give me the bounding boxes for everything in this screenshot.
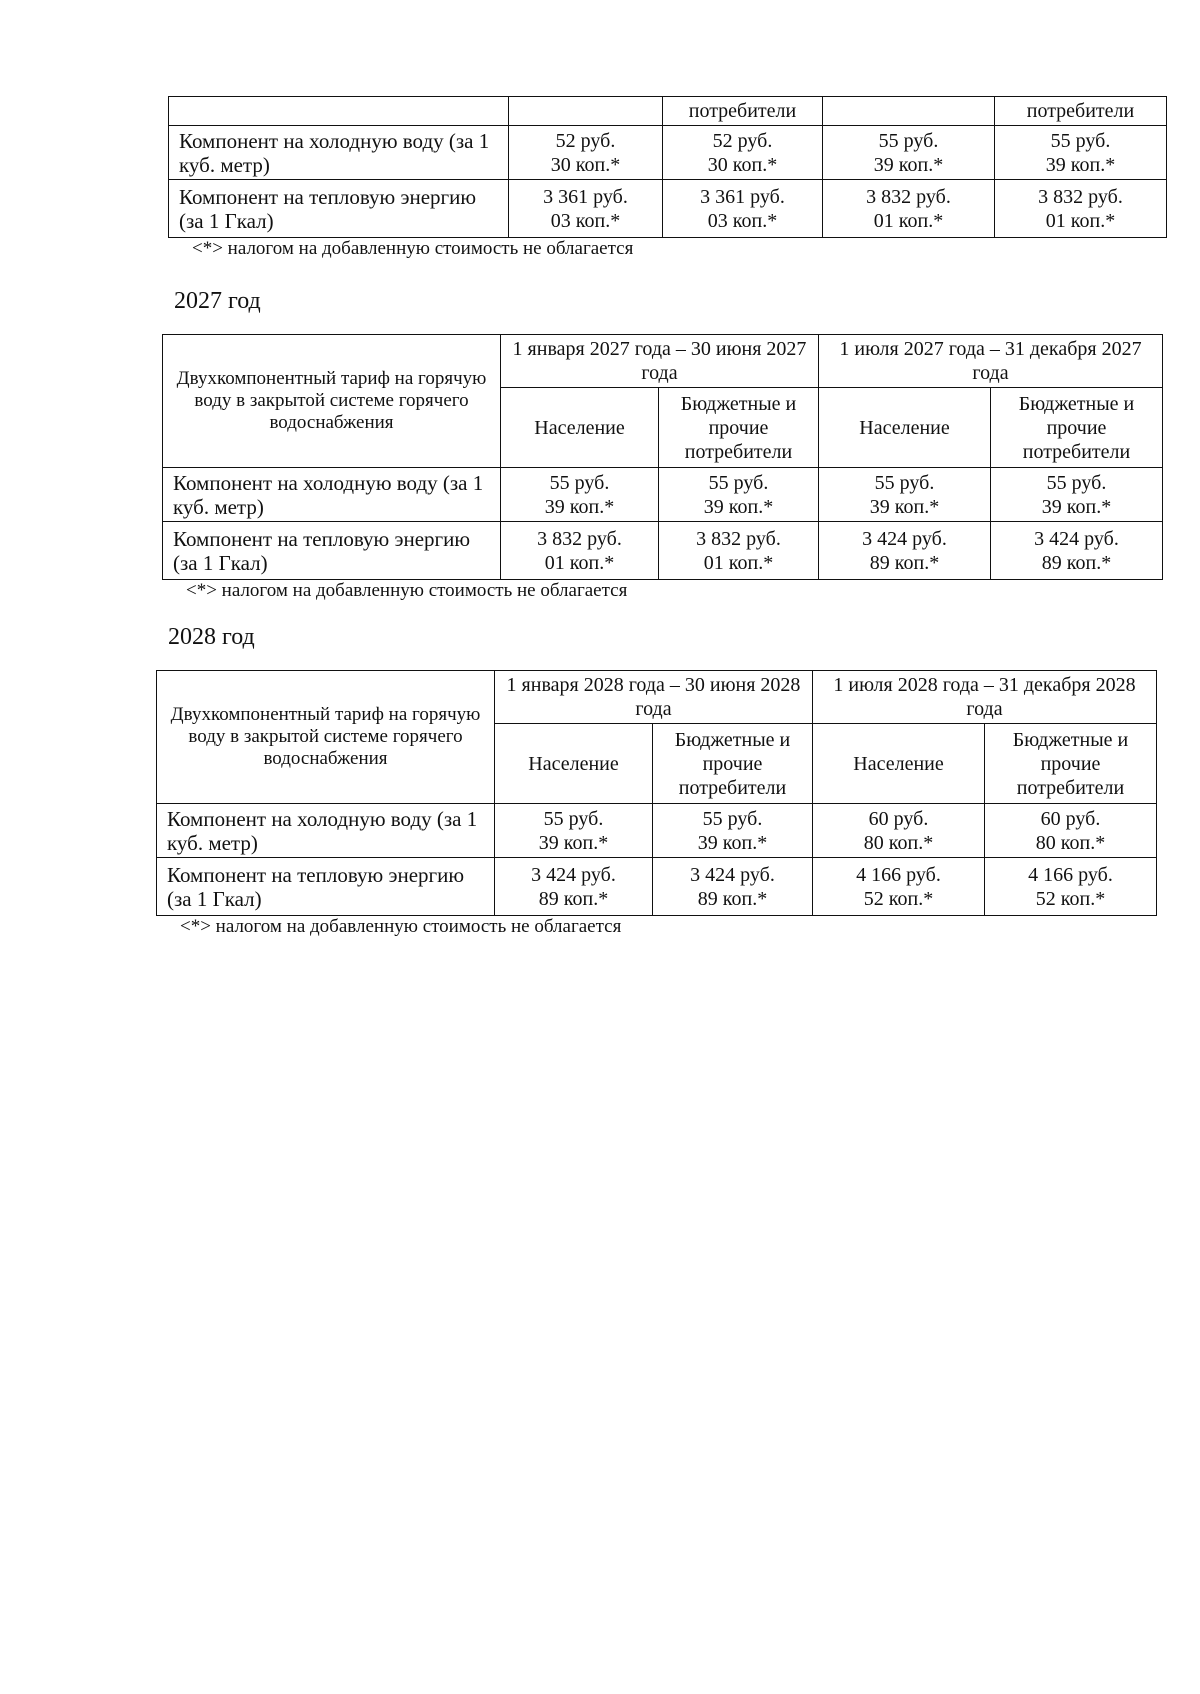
header-cell: потребители (663, 97, 823, 126)
tariff-table (156, 670, 1157, 916)
table-cell: 52 руб. 30 коп.* (509, 126, 663, 180)
population-header: Население (819, 388, 991, 468)
table-row (157, 804, 1157, 858)
tariff-table-2028 (156, 670, 1157, 938)
table-cell: 3 832 руб. 01 коп.* (995, 180, 1167, 238)
budget-header: Бюджетные и прочие потребители (659, 388, 819, 468)
table-row (169, 180, 1167, 238)
table-cell: 52 руб. 30 коп.* (663, 126, 823, 180)
header-cell (169, 97, 509, 126)
table-row (163, 522, 1163, 580)
table-cell: 4 166 руб. 52 коп.* (813, 858, 985, 916)
tariff-table-continuation (168, 96, 1167, 260)
table-cell: 3 424 руб. 89 коп.* (653, 858, 813, 916)
row-label: Компонент на холодную воду (за 1 куб. метр) (169, 126, 509, 180)
table-cell: 4 166 руб. 52 коп.* (985, 858, 1157, 916)
year-title-2028: 2028 год (168, 624, 255, 650)
table-cell: 3 424 руб. 89 коп.* (819, 522, 991, 580)
table-cell: 60 руб. 80 коп.* (985, 804, 1157, 858)
row-label: Компонент на холодную воду (за 1 куб. метр) (157, 804, 495, 858)
header-cell: потребители (995, 97, 1167, 126)
table-cell: 3 361 руб. 03 коп.* (663, 180, 823, 238)
table-row (157, 858, 1157, 916)
period-header: 1 июля 2028 года – 31 декабря 2028 года (813, 671, 1157, 724)
table-cell: 55 руб. 39 коп.* (995, 126, 1167, 180)
table-row (163, 468, 1163, 522)
row-label: Компонент на тепловую энергию (за 1 Гкал) (163, 522, 501, 580)
population-header: Население (501, 388, 659, 468)
tariff-table-2027 (162, 334, 1163, 602)
table-cell: 55 руб. 39 коп.* (819, 468, 991, 522)
table-cell: 55 руб. 39 коп.* (991, 468, 1163, 522)
table-row (169, 126, 1167, 180)
table-cell: 55 руб. 39 коп.* (501, 468, 659, 522)
year-title-2027: 2027 год (174, 288, 261, 314)
period-header: 1 января 2027 года – 30 июня 2027 года (501, 335, 819, 388)
table-cell: 3 832 руб. 01 коп.* (501, 522, 659, 580)
table-cell: 3 832 руб. 01 коп.* (659, 522, 819, 580)
table-cell: 55 руб. 39 коп.* (659, 468, 819, 522)
tariff-type-header: Двухкомпонентный тариф на горячую воду в закрытой системе горячего водоснабжения (157, 671, 495, 804)
header-cell (509, 97, 663, 126)
period-header: 1 июля 2027 года – 31 декабря 2027 года (819, 335, 1163, 388)
population-header: Население (813, 724, 985, 804)
table-cell: 3 361 руб. 03 коп.* (509, 180, 663, 238)
table-cell: 55 руб. 39 коп.* (653, 804, 813, 858)
table-header-row (163, 335, 1163, 388)
table-cell: 55 руб. 39 коп.* (823, 126, 995, 180)
table-cell: 3 832 руб. 01 коп.* (823, 180, 995, 238)
table-cell: 3 424 руб. 89 коп.* (495, 858, 653, 916)
row-label: Компонент на тепловую энергию (за 1 Гкал) (157, 858, 495, 916)
row-label: Компонент на тепловую энергию (за 1 Гкал) (169, 180, 509, 238)
budget-header: Бюджетные и прочие потребители (991, 388, 1163, 468)
row-label: Компонент на холодную воду (за 1 куб. метр) (163, 468, 501, 522)
header-cell (823, 97, 995, 126)
period-header: 1 января 2028 года – 30 июня 2028 года (495, 671, 813, 724)
vat-note: <*> налогом на добавленную стоимость не облагается (192, 238, 634, 259)
tariff-type-header: Двухкомпонентный тариф на горячую воду в закрытой системе горячего водоснабжения (163, 335, 501, 468)
budget-header: Бюджетные и прочие потребители (653, 724, 813, 804)
table-header-row (157, 671, 1157, 724)
vat-note: <*> налогом на добавленную стоимость не облагается (186, 580, 628, 601)
budget-header: Бюджетные и прочие потребители (985, 724, 1157, 804)
table-cell: 55 руб. 39 коп.* (495, 804, 653, 858)
table-cell: 60 руб. 80 коп.* (813, 804, 985, 858)
tariff-table (168, 96, 1167, 238)
table-header-row (169, 97, 1167, 126)
tariff-table (162, 334, 1163, 580)
population-header: Население (495, 724, 653, 804)
vat-note: <*> налогом на добавленную стоимость не облагается (180, 916, 622, 937)
table-cell: 3 424 руб. 89 коп.* (991, 522, 1163, 580)
